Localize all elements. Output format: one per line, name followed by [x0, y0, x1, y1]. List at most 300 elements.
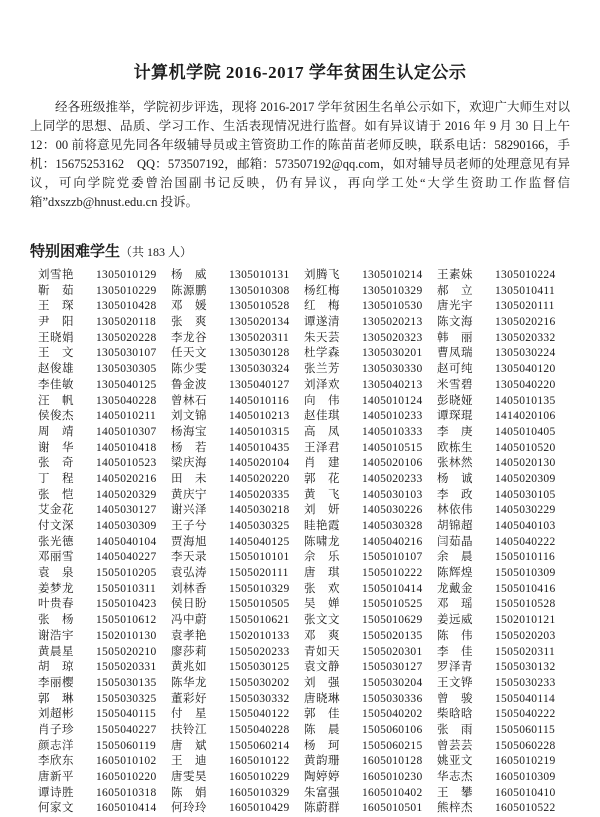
student-entry — [171, 425, 304, 441]
intro-paragraph: 经各班级推举，学院初步评选，现将 2016-2017 学年贫困生名单公示如下，欢迎广大师生对以上同学的思想、品质、学习工作、生活表现情况进行监督。如有异议请于 2016 年 9 月 30 日上午 12：00 前将意见先同各年级辅导员或主管资助工作的陈苗苗老师反映，联系电话：58290166，手机：15675253162 QQ：573507192，邮箱：573507192@qq.com，如对辅导员老师的处理意见有异议，可向学院党委曾治国副书记反映，仍有异议，再向学工处“大学生资助工作监督信箱”dxszzb@hnust.edu.cn 投诉。 — [30, 100, 570, 209]
student-entry — [171, 268, 304, 284]
student-name: 黄晨星 — [38, 645, 74, 658]
student-name: 刘林香 — [171, 582, 207, 595]
student-id: 1505010525 — [362, 598, 423, 611]
student-name: 胡锦超 — [437, 520, 473, 532]
student-id: 1305020216 — [495, 316, 556, 329]
student-id: 1605010522 — [495, 802, 556, 815]
student-name: 袁孝艳 — [171, 629, 207, 642]
student-name: 吴 婵 — [304, 598, 340, 611]
student-id: 1505030332 — [229, 692, 290, 705]
student-name: 李 佳 — [437, 645, 473, 658]
student-name: 袁弘涛 — [171, 567, 207, 580]
student-id: 1605010102 — [96, 755, 157, 768]
roster-row — [38, 535, 570, 551]
student-id: 1505010311 — [96, 582, 157, 595]
student-name: 韩 丽 — [437, 331, 473, 344]
student-id: 1305010229 — [96, 284, 157, 297]
student-id: 1605010414 — [96, 802, 157, 815]
roster-row — [38, 362, 570, 378]
student-entry — [38, 645, 171, 661]
student-id: 1305030107 — [96, 347, 157, 360]
student-id: 1505010107 — [362, 551, 423, 564]
student-id: 1502010133 — [229, 629, 290, 642]
student-name: 陈华龙 — [171, 676, 207, 689]
student-entry — [38, 268, 171, 284]
student-entry — [171, 535, 304, 551]
student-name: 张林然 — [437, 457, 473, 470]
student-name: 梁庆海 — [171, 457, 207, 470]
student-entry — [171, 378, 304, 394]
student-name: 曾芸芸 — [437, 739, 473, 752]
student-entry — [304, 645, 437, 661]
student-id: 1405010333 — [362, 425, 423, 438]
roster-row — [38, 707, 570, 723]
student-name: 曾林石 — [171, 394, 207, 407]
student-entry — [437, 456, 570, 472]
student-name: 陈 伟 — [437, 629, 473, 642]
student-entry — [437, 378, 570, 394]
student-id: 1405010124 — [362, 394, 423, 407]
student-id: 1505010329 — [229, 582, 290, 595]
student-entry — [171, 739, 304, 755]
student-name: 张 爽 — [171, 316, 207, 329]
student-entry — [304, 362, 437, 378]
student-id: 1505020331 — [96, 661, 157, 674]
student-entry — [304, 676, 437, 692]
student-id: 1505010205 — [96, 567, 157, 580]
student-id: 1505040115 — [96, 708, 157, 721]
student-id: 1405010135 — [495, 394, 556, 407]
roster-row — [38, 378, 570, 394]
student-entry — [38, 425, 171, 441]
student-id: 1405020220 — [229, 472, 290, 485]
student-name: 刘泽欢 — [304, 378, 340, 391]
student-id: 1505020203 — [495, 629, 556, 642]
student-name: 谭琛琨 — [437, 410, 473, 423]
roster-row — [38, 582, 570, 598]
student-id: 1405010418 — [96, 441, 157, 454]
student-name: 张 杨 — [38, 614, 74, 627]
student-name: 王 攀 — [437, 786, 473, 799]
student-entry — [171, 503, 304, 519]
student-id: 1405010405 — [495, 425, 556, 438]
student-entry — [304, 488, 437, 504]
student-id: 1505020233 — [229, 645, 290, 658]
student-entry — [38, 786, 171, 802]
student-id: 1305020332 — [495, 331, 556, 344]
student-id: 1305030201 — [362, 347, 423, 360]
student-name: 邓 媛 — [171, 300, 207, 313]
student-name: 廖莎莉 — [171, 645, 207, 658]
student-id: 1502010130 — [96, 629, 157, 642]
student-id: 1405020335 — [229, 488, 290, 501]
student-id: 1405020309 — [495, 472, 556, 485]
student-id: 1505030132 — [495, 661, 556, 674]
student-name: 陈辉煌 — [437, 567, 473, 580]
student-id: 1505060228 — [495, 739, 556, 752]
student-name: 李欣东 — [38, 755, 74, 768]
student-name: 邓丽雪 — [38, 551, 74, 564]
student-entry — [38, 472, 171, 488]
roster-row — [38, 739, 570, 755]
student-id: 1405010213 — [229, 410, 290, 423]
student-name: 黄 飞 — [304, 488, 340, 501]
student-name: 侯日盼 — [171, 598, 207, 611]
student-name: 郭 佳 — [304, 708, 340, 721]
student-entry — [171, 582, 304, 598]
student-name: 王素妹 — [437, 269, 473, 281]
student-name: 杨海宝 — [171, 425, 207, 438]
student-name: 董彩好 — [171, 692, 207, 705]
student-id: 1305040228 — [96, 394, 157, 407]
student-id: 1505010423 — [96, 598, 157, 611]
student-entry — [304, 550, 437, 566]
student-name: 高 凤 — [304, 425, 340, 438]
student-entry — [304, 519, 437, 535]
student-entry — [304, 801, 437, 817]
student-name: 刘文锦 — [171, 410, 207, 423]
student-name: 鲁金波 — [171, 378, 207, 391]
student-id: 1305010530 — [362, 300, 423, 313]
student-id: 1405010307 — [96, 425, 157, 438]
roster-row — [38, 346, 570, 362]
student-name: 王晓娟 — [38, 331, 74, 344]
student-id: 1605010220 — [96, 771, 157, 783]
roster-row — [38, 613, 570, 629]
student-name: 李龙谷 — [171, 331, 207, 344]
student-entry — [171, 441, 304, 457]
student-entry — [304, 378, 437, 394]
student-id: 1505010612 — [96, 614, 157, 627]
student-name: 王子兮 — [171, 520, 207, 532]
student-id: 1405040103 — [495, 520, 556, 532]
student-entry — [304, 472, 437, 488]
student-entry — [437, 315, 570, 331]
student-name: 陈 娟 — [171, 786, 207, 799]
student-id: 1505040228 — [229, 723, 290, 736]
student-id: 1505030204 — [362, 676, 423, 689]
student-entry — [304, 284, 437, 300]
student-name: 颜志洋 — [38, 739, 74, 752]
student-name: 红 梅 — [304, 300, 340, 313]
student-id: 1405010515 — [362, 441, 423, 454]
student-name: 贾海旭 — [171, 535, 207, 548]
student-id: 1305010214 — [362, 269, 423, 281]
student-id: 1605010410 — [495, 786, 556, 799]
student-entry — [304, 331, 437, 347]
student-id: 1505040114 — [495, 692, 556, 705]
student-entry — [437, 676, 570, 692]
student-name: 郭 琳 — [38, 692, 74, 705]
student-entry — [304, 425, 437, 441]
student-name: 唐 斌 — [171, 739, 207, 752]
student-entry — [38, 770, 171, 786]
student-id: 1405040227 — [96, 551, 157, 564]
student-entry — [171, 707, 304, 723]
student-name: 王 文 — [38, 347, 74, 360]
student-id: 1405020233 — [362, 472, 423, 485]
student-entry — [304, 409, 437, 425]
student-id: 1305040220 — [495, 378, 556, 391]
student-name: 靳 茹 — [38, 284, 74, 297]
student-id: 1305020118 — [96, 316, 157, 329]
roster-row — [38, 472, 570, 488]
student-name: 唐晓琳 — [304, 692, 340, 705]
student-name: 袁 泉 — [38, 567, 74, 580]
student-entry — [38, 378, 171, 394]
student-id: 1505040202 — [362, 708, 423, 721]
section-title: 特别困难学生 — [30, 244, 121, 260]
roster-row — [38, 425, 570, 441]
student-id: 1405010233 — [362, 410, 423, 423]
student-name: 陈文海 — [437, 316, 473, 329]
student-name: 唐新平 — [38, 771, 74, 783]
student-id: 1305010308 — [229, 284, 290, 297]
student-name: 赵俊雄 — [38, 363, 74, 376]
student-entry — [38, 550, 171, 566]
student-entry — [38, 801, 171, 817]
student-name: 林依伟 — [437, 504, 473, 517]
student-entry — [171, 362, 304, 378]
student-entry — [171, 754, 304, 770]
student-id: 1505060119 — [96, 739, 157, 752]
student-name: 唐雯昊 — [171, 771, 207, 783]
roster-row — [38, 597, 570, 613]
student-id: 1305020323 — [362, 331, 423, 344]
student-entry — [437, 488, 570, 504]
student-entry — [437, 645, 570, 661]
student-entry — [38, 488, 171, 504]
student-id: 1405020104 — [229, 457, 290, 470]
student-id: 1305030330 — [362, 363, 423, 376]
student-entry — [38, 409, 171, 425]
student-entry — [38, 315, 171, 331]
student-name: 向 伟 — [304, 394, 340, 407]
student-entry — [437, 519, 570, 535]
student-name: 何家文 — [38, 802, 74, 815]
student-name: 姜梦龙 — [38, 582, 74, 595]
student-id: 1505010309 — [495, 567, 556, 580]
student-entry — [38, 284, 171, 300]
student-entry — [38, 394, 171, 410]
student-entry — [171, 299, 304, 315]
student-entry — [304, 613, 437, 629]
student-entry — [437, 268, 570, 284]
roster-row — [38, 315, 570, 331]
roster-row — [38, 299, 570, 315]
roster-row — [38, 645, 570, 661]
student-name: 曹凤瑞 — [437, 347, 473, 360]
student-name: 王文铧 — [437, 676, 473, 689]
roster-row — [38, 441, 570, 457]
student-id: 1505010528 — [495, 598, 556, 611]
student-id: 1505020311 — [495, 645, 556, 658]
student-name: 闫茹晶 — [437, 535, 473, 548]
student-id: 1305030128 — [229, 347, 290, 360]
student-entry — [171, 550, 304, 566]
student-entry — [304, 692, 437, 708]
student-entry — [304, 456, 437, 472]
student-name: 艾金花 — [38, 504, 74, 517]
student-entry — [304, 299, 437, 315]
student-id: 1305020213 — [362, 316, 423, 329]
student-name: 谭诗胜 — [38, 786, 74, 799]
student-name: 杜学森 — [304, 347, 340, 360]
student-name: 张文文 — [304, 614, 340, 627]
student-id: 1305010224 — [495, 269, 556, 281]
student-id: 1405010520 — [495, 441, 556, 454]
student-name: 陈源鹏 — [171, 284, 207, 297]
student-entry — [38, 692, 171, 708]
student-entry — [304, 315, 437, 331]
student-id: 1505020135 — [362, 629, 423, 642]
student-id: 1605010402 — [362, 786, 423, 799]
student-entry — [171, 284, 304, 300]
student-id: 1505060215 — [362, 739, 423, 752]
student-id: 1605010429 — [229, 802, 290, 815]
student-id: 1405010523 — [96, 457, 157, 470]
student-id: 1505010101 — [229, 551, 290, 564]
student-id: 1305040127 — [229, 378, 290, 391]
roster-row — [38, 692, 570, 708]
student-entry — [38, 346, 171, 362]
student-name: 邓 瑶 — [437, 598, 473, 611]
student-id: 1505020210 — [96, 645, 157, 658]
student-entry — [171, 723, 304, 739]
student-id: 1305030324 — [229, 363, 290, 376]
student-id: 1505010621 — [229, 614, 290, 627]
student-id: 1505060115 — [495, 723, 556, 736]
student-entry — [437, 503, 570, 519]
roster-row — [38, 566, 570, 582]
student-entry — [304, 268, 437, 284]
student-name: 袁文静 — [304, 661, 340, 674]
student-entry — [171, 456, 304, 472]
student-id: 1305040120 — [495, 363, 556, 376]
student-id: 1405040104 — [96, 535, 157, 548]
student-entry — [38, 566, 171, 582]
student-entry — [38, 456, 171, 472]
student-entry — [437, 629, 570, 645]
student-entry — [38, 676, 171, 692]
student-name: 何玲玲 — [171, 802, 207, 815]
student-entry — [171, 786, 304, 802]
student-name: 张 奇 — [38, 457, 74, 470]
student-id: 1405030127 — [96, 504, 157, 517]
student-entry — [38, 519, 171, 535]
student-name: 张 雨 — [437, 723, 473, 736]
student-name: 王 琛 — [38, 300, 74, 313]
student-entry — [304, 754, 437, 770]
student-entry — [437, 566, 570, 582]
student-entry — [304, 597, 437, 613]
student-entry — [304, 582, 437, 598]
roster-row — [38, 676, 570, 692]
student-id: 1505030336 — [362, 692, 423, 705]
student-id: 1505020301 — [362, 645, 423, 658]
student-entry — [437, 441, 570, 457]
student-id: 1505030202 — [229, 676, 290, 689]
student-id: 1305010411 — [495, 284, 556, 297]
student-entry — [304, 566, 437, 582]
student-id: 1505060214 — [229, 739, 290, 752]
student-entry — [437, 597, 570, 613]
student-name: 罗泽青 — [437, 661, 473, 674]
student-name: 冯中蔚 — [171, 614, 207, 627]
student-entry — [437, 754, 570, 770]
student-id: 1305020228 — [96, 331, 157, 344]
student-entry — [38, 707, 171, 723]
student-name: 郭 花 — [304, 472, 340, 485]
student-name: 刘 妍 — [304, 504, 340, 517]
student-name: 李 政 — [437, 488, 473, 501]
student-entry — [38, 754, 171, 770]
student-entry — [437, 723, 570, 739]
student-entry — [304, 707, 437, 723]
student-entry — [437, 362, 570, 378]
student-entry — [304, 441, 437, 457]
student-name: 丁 程 — [38, 472, 74, 485]
student-name: 杨 若 — [171, 441, 207, 454]
section-header — [30, 242, 570, 262]
student-entry — [304, 770, 437, 786]
student-entry — [437, 425, 570, 441]
student-id: 1305030305 — [96, 363, 157, 376]
student-name: 赵佳琪 — [304, 410, 340, 423]
student-entry — [171, 409, 304, 425]
student-name: 唐 琪 — [304, 567, 340, 580]
student-id: 1505010222 — [362, 567, 423, 580]
student-name: 杨 威 — [171, 269, 207, 281]
student-entry — [437, 582, 570, 598]
student-entry — [437, 409, 570, 425]
student-id: 1405010435 — [229, 441, 290, 454]
student-name: 杨 诚 — [437, 472, 473, 485]
student-id: 1605010122 — [229, 755, 290, 768]
student-entry — [437, 692, 570, 708]
student-entry — [304, 723, 437, 739]
student-id: 1305010329 — [362, 284, 423, 297]
student-entry — [437, 739, 570, 755]
student-name: 扶铃江 — [171, 723, 207, 736]
student-id: 1505010414 — [362, 582, 423, 595]
student-name: 李天录 — [171, 551, 207, 564]
student-entry — [304, 535, 437, 551]
student-id: 1505030125 — [229, 661, 290, 674]
roster-row — [38, 723, 570, 739]
student-entry — [171, 676, 304, 692]
student-name: 刘超彬 — [38, 708, 74, 721]
roster-row — [38, 456, 570, 472]
student-id: 1505040227 — [96, 723, 157, 736]
student-entry — [171, 519, 304, 535]
roster-row — [38, 394, 570, 410]
student-id: 1305010129 — [96, 269, 157, 281]
student-id: 1405040216 — [362, 535, 423, 548]
student-id: 1605010219 — [495, 755, 556, 768]
student-entry — [171, 613, 304, 629]
student-id: 1405030105 — [495, 488, 556, 501]
student-id: 1505030135 — [96, 676, 157, 689]
student-id: 1405010211 — [96, 410, 157, 423]
roster-row — [38, 786, 570, 802]
student-name: 刘雪艳 — [38, 269, 74, 281]
student-name: 郝 立 — [437, 284, 473, 297]
roster-row — [38, 550, 570, 566]
roster-row — [38, 503, 570, 519]
student-entry — [437, 284, 570, 300]
